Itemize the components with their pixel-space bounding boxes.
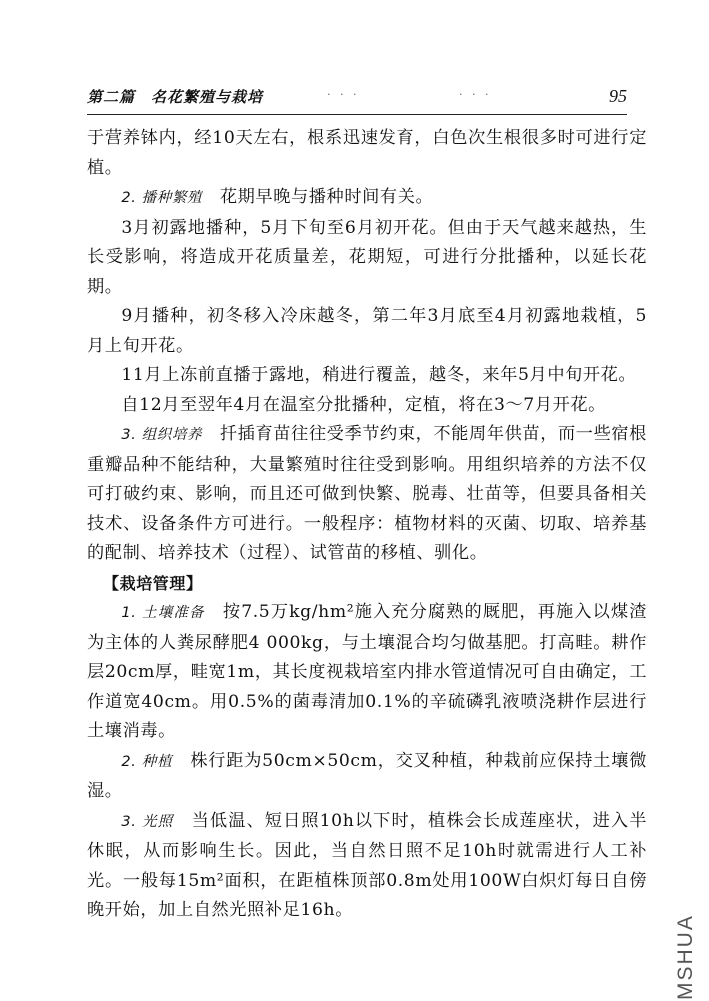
paragraph-march-sowing [87, 214, 647, 303]
paragraph-seed-propagation [87, 183, 647, 214]
paragraph-text: 按7.5万kg/hm²施入充分腐熟的厩肥，再施入以煤渣为主体的人粪尿酵肥4 000kg，与土壤混合均匀做基肥。打高畦。耕作层20cm厚，畦宽1m，其长度视栽培室内排水管道情况可自由确定，工作道宽40cm。用0.5%的菌毒清加0.1%的辛硫磷乳液喷浇耕作层进行土壤消毒。 [87, 602, 647, 741]
page-header [87, 86, 627, 112]
paragraph-text: 株行距为50cm×50cm，交叉种植，种栽前应保持土壤微湿。 [87, 750, 647, 801]
paragraph-text: 扦插育苗往往受季节约束，不能周年供苗，而一些宿根重瓣品种不能结种，大量繁殖时往往受到影响。用组织培养的方法不仅可打破约束、影响，而且还可做到快繁、脱毒、壮苗等，但要具备相关技术、设备条件方可进行。一般程序：植物材料的灭菌、切取、培养基的配制、培养技术（过程）、试管苗的移植、驯化。 [87, 424, 647, 563]
paragraph-text: 3月初露地播种，5月下旬至6月初开花。但由于天气越来越热，生长受影响，将造成开花质量差，花期短，可进行分批播种，以延长花期。 [87, 217, 647, 297]
paragraph-planting [87, 747, 647, 807]
paragraph-lighting [87, 807, 647, 926]
section-heading: 【栽培管理】 [103, 573, 203, 593]
paragraph-text: 9月播种，初冬移入冷床越冬，第二年3月底至4月初露地栽植，5月上旬开花。 [87, 306, 647, 356]
paragraph-november-sowing [87, 361, 647, 391]
watermark: MSHUA [674, 914, 697, 1000]
paragraph-text: 于营养钵内，经10天左右，根系迅速发育，白色次生根很多时可进行定植。 [87, 128, 647, 178]
page-body [87, 124, 647, 926]
paragraph-soil-preparation [87, 598, 647, 747]
header-dots-left: · · · [327, 88, 360, 101]
item-label: 2. 播种繁殖 [121, 190, 203, 206]
paragraph-text: 当低温、短日照10h以下时，植株会长成莲座状，进入半休眠，从而影响生长。因此，当自然日照不足10h时就需进行人工补光。一般每15m²面积，在距植株顶部0.8m处用100W白炽灯每日自傍晚开始，加上自然光照补足16h。 [87, 810, 647, 920]
page-number: 95 [609, 86, 627, 106]
paragraph-text: 11月上冻前直播于露地，稍进行覆盖，越冬，来年5月中旬开花。 [121, 365, 637, 385]
paragraph-text: 自12月至翌年4月在温室分批播种，定植，将在3～7月开花。 [121, 394, 606, 415]
paragraph-september-sowing [87, 302, 647, 361]
paragraph-continuation [87, 124, 647, 183]
running-title: 第二篇 名花繁殖与栽培 [87, 88, 264, 106]
header-dots-right: · · · [459, 88, 492, 101]
item-label: 2. 种植 [121, 753, 173, 770]
item-label: 1. 土壤准备 [121, 605, 205, 621]
paragraph-text: 花期早晚与播种时间有关。 [202, 187, 434, 207]
paragraph-greenhouse-sowing [87, 391, 647, 421]
item-label: 3. 光照 [121, 813, 174, 830]
paragraph-tissue-culture [87, 420, 647, 569]
header-rule [87, 114, 627, 115]
item-label: 3. 组织培养 [121, 427, 203, 443]
